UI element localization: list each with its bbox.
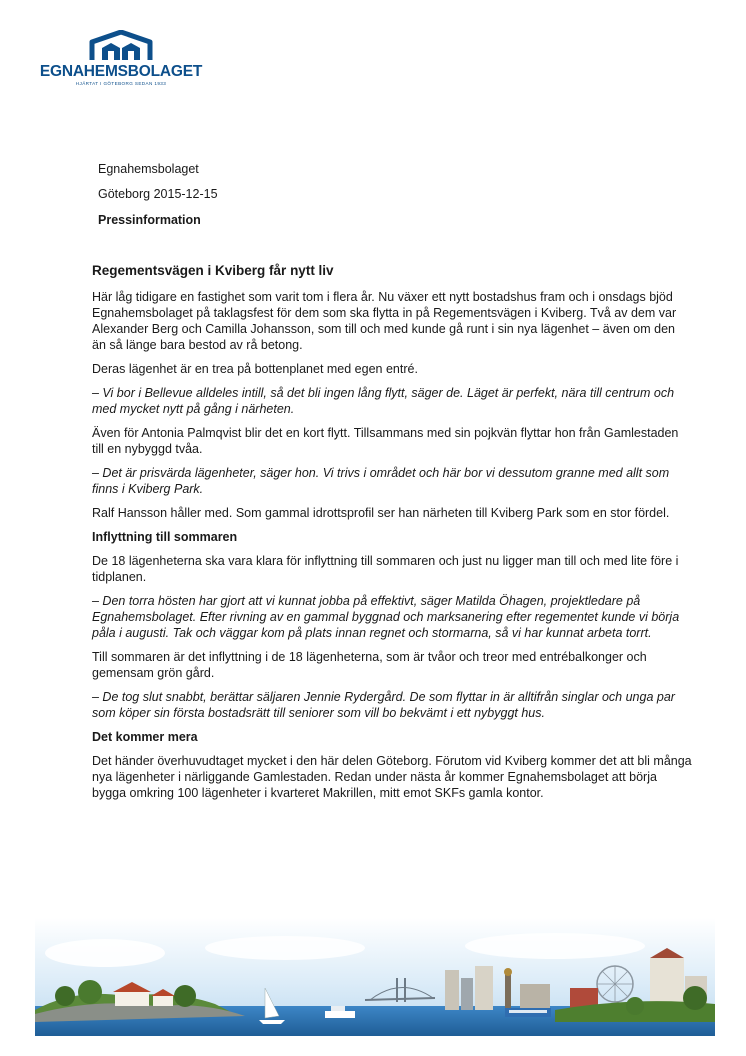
article-title: Regementsvägen i Kviberg får nytt liv [92,263,334,278]
logo-tagline: HJÄRTAT I GÖTEBORG SEDAN 1933 [75,81,167,86]
quote: – Den torra hösten har gjort att vi kunnat jobba på effektivt, säger Matilda Öhagen, projektledare på Egnahemsbolaget. Efter rivning av en gammal byggnad och marksanering efter regementet kunde vi börja påla i augusti. Tak och väggar kom på plats innan regnet och stormarna, så vi har kunnat arbeta torrt. [92,594,680,640]
section-heading: Det kommer mera [92,730,198,744]
document-type: Pressinformation [98,213,201,227]
company-name: Egnahemsbolaget [98,162,199,176]
city-panorama-image [35,918,715,1036]
section-heading: Inflyttning till sommaren [92,530,238,544]
quote: – De tog slut snabbt, berättar säljaren Jennie Rydergård. De som flyttar in är alltifrån singlar och unga par som köper sin första bostadsrätt till seniorer som vill bo bekvämt i ett nybyggt hus. [92,690,675,720]
paragraph: Ralf Hansson håller med. Som gammal idrottsprofil ser han närheten till Kviberg Park som en stor fördel. [92,506,670,520]
place-date: Göteborg 2015-12-15 [98,187,218,201]
logo-wordmark: EGNAHEMSBOLAGET [39,63,203,80]
paragraph: Till sommaren är det inflyttning i de 18 lägenheterna, som är tvåor och treor med entrébalkonger och gemensam grön gård. [92,650,647,680]
paragraph: Här låg tidigare en fastighet som varit tom i flera år. Nu växer ett nytt bostadshus fram och i onsdags bjöd Egnahemsbolaget på taklagsfest för dem som ska flytta in på Regementsvägen i Kviberg. Två av dem var Alexander Berg och Camilla Johansson, som till och med kunde gå runt i sin nya lägenhet – även om den än så länge bara bestod av rå betong. [92,290,677,352]
paragraph: Det händer överhuvudtaget mycket i den här delen Göteborg. Förutom vid Kviberg kommer det att bli många nya lägenheter i närliggande Gamlestaden. Redan under nästa år kommer Egnahemsbolaget att börja bygga omkring 100 lägenheter i kvarteret Makrillen, mitt emot SKFs gamla kontor. [92,754,692,800]
paragraph: De 18 lägenheterna ska vara klara för inflyttning till sommaren och just nu ligger man till och med lite före i tidplanen. [92,554,679,584]
quote: – Vi bor i Bellevue alldeles intill, så det bli ingen lång flytt, säger de. Läget är perfekt, nära till centrum och med mycket nytt på gång i närheten. [92,386,675,416]
article-body [92,262,692,809]
paragraph: Även för Antonia Palmqvist blir det en kort flytt. Tillsammans med sin pojkvän flyttar hon från Gamlestaden till en nybyggd tvåa. [92,426,679,456]
quote: – Det är prisvärda lägenheter, säger hon. Vi trivs i området och här bor vi dessutom granne med allt som finns i Kviberg Park. [92,466,670,496]
paragraph: Deras lägenhet är en trea på bottenplanet med egen entré. [92,362,418,376]
